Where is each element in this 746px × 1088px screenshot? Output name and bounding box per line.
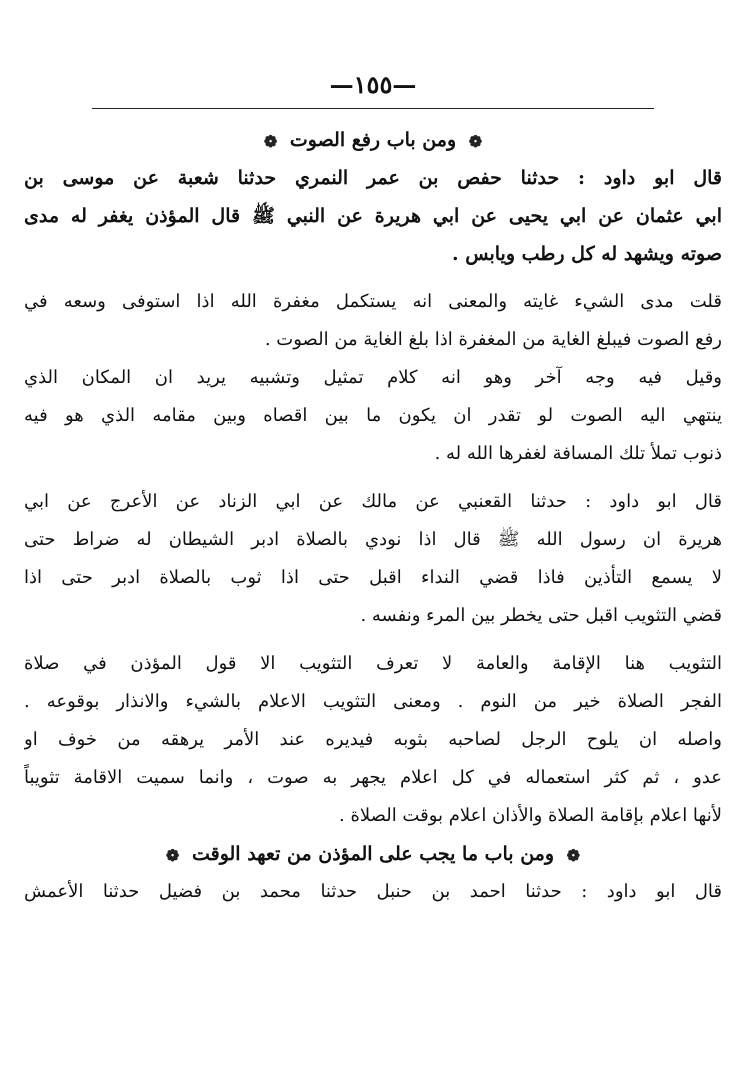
text-line: قال ابو داود : حدثنا حفص بن عمر النمري حدثنا شعبة عن موسى بن xyxy=(24,167,722,189)
text-line: عدو ، ثم كثر استعماله في كل اعلام يجهر به صوت ، وانما سميت الاقامة تثويباً xyxy=(24,767,722,788)
chapter-heading-muezzin-time xyxy=(24,843,722,865)
text-line: قضي التثويب اقبل حتى يخطر بين المرء ونفسه . xyxy=(360,605,722,626)
chapter-heading-text: ومن باب رفع الصوت xyxy=(289,129,457,151)
text-line: الفجر الصلاة خير من النوم . ومعنى التثويب الاعلام بالشيء والانذار بوقوعه . xyxy=(24,691,722,712)
text-line: هريرة ان رسول الله ﷺ قال اذا نودي بالصلاة ادبر الشيطان له ضراط حتى xyxy=(24,529,722,550)
text-line: ينتهي اليه الصوت لو تقدر ان يكون ما بين اقصاه وبين مقامه الذي هو فيه xyxy=(24,405,722,426)
ornament-icon: ❁ xyxy=(165,845,180,865)
text-line: رفع الصوت فيبلغ الغاية من المغفرة اذا بلغ الغاية من الصوت . xyxy=(264,329,722,350)
chapter-heading-raise-voice xyxy=(24,129,722,151)
text-line: قال ابو داود : حدثنا القعنبي عن مالك عن ابي الزناد عن الأعرج عن ابي xyxy=(24,491,722,512)
ornament-icon: ❁ xyxy=(566,845,581,865)
text-line: قلت مدى الشيء غايته والمعنى انه يستكمل مغفرة الله اذا استوفى وسعه في xyxy=(24,291,722,312)
text-line: ابي عثمان عن ابي يحيى عن ابي هريرة عن النبي ﷺ قال المؤذن يغفر له مدى xyxy=(24,205,722,227)
text-line: صوته ويشهد له كل رطب ويابس . xyxy=(452,243,722,265)
text-line: ذنوب تملأ تلك المسافة لغفرها الله له . xyxy=(434,443,722,464)
commentary-block xyxy=(24,645,722,835)
text-line: لا يسمع التأذين فاذا قضي النداء اقبل حتى اذا ثوب بالصلاة ادبر حتى اذا xyxy=(24,567,722,588)
text-line: قال ابو داود : حدثنا احمد بن حنبل حدثنا محمد بن فضيل حدثنا الأعمش xyxy=(24,881,722,902)
ornament-icon: ❁ xyxy=(468,131,483,151)
header-rule xyxy=(92,108,654,109)
commentary-block xyxy=(24,283,722,359)
text-line: التثويب هنا الإقامة والعامة لا تعرف التثويب الا قول المؤذن في صلاة xyxy=(24,653,722,674)
text-line: واصله ان يلوح الرجل لصاحبه بثوبه فيديره عند الأمر يرهقه من خوف او xyxy=(24,729,722,750)
commentary-block xyxy=(24,359,722,473)
text-line: لأنها اعلام بإقامة الصلاة والأذان اعلام بوقت الصلاة . xyxy=(339,805,722,826)
hadith-block-3 xyxy=(24,873,722,911)
hadith-block xyxy=(24,159,722,273)
text-line: وقيل فيه وجه آخر وهو انه كلام تمثيل وتشبيه يريد ان المكان الذي xyxy=(24,367,722,388)
hadith-block-2 xyxy=(24,483,722,635)
chapter-heading-text: ومن باب ما يجب على المؤذن من تعهد الوقت xyxy=(191,843,555,865)
page-number: —١٥٥— xyxy=(329,70,417,99)
ornament-icon: ❁ xyxy=(263,131,278,151)
